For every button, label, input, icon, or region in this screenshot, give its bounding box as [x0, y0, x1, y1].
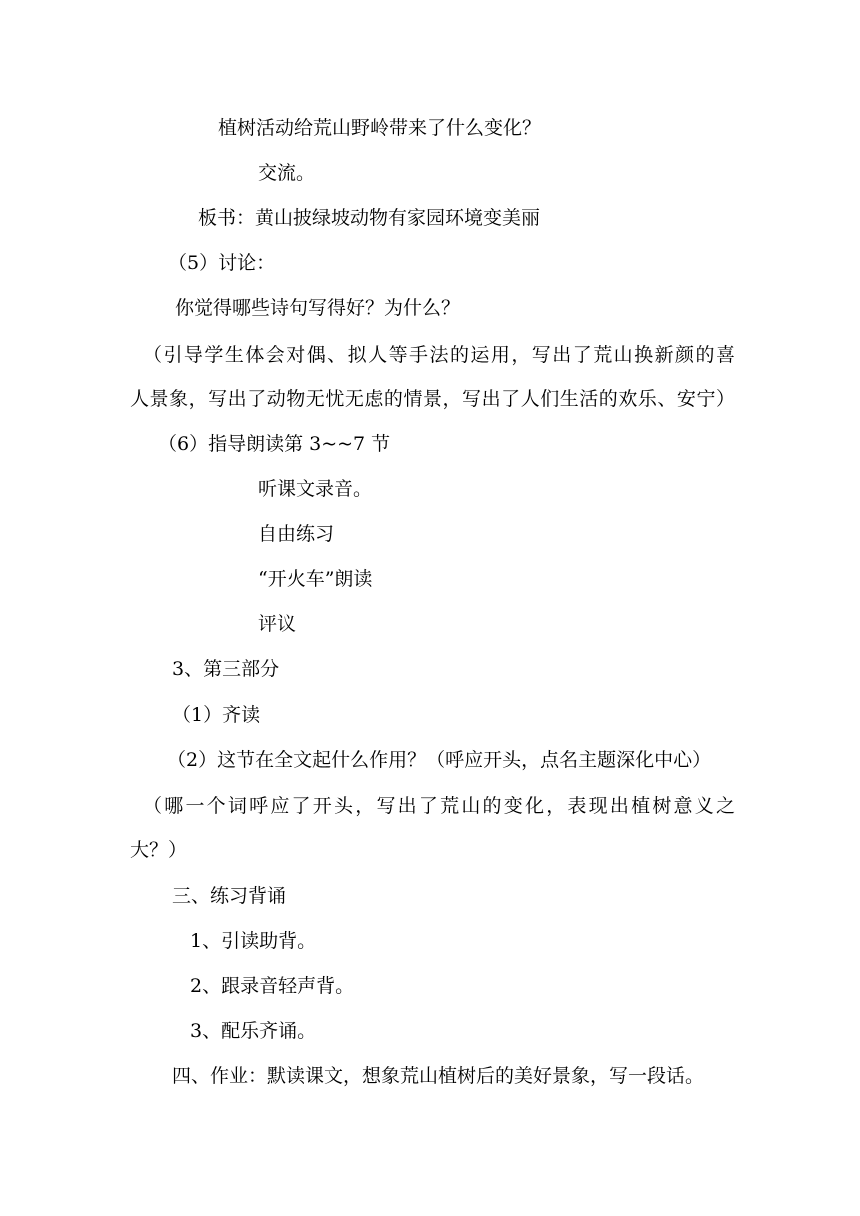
recitation-step-1: 1、引读助背。	[190, 930, 317, 952]
recitation-step-2: 2、跟录音轻声背。	[190, 975, 355, 997]
guidance-line-2: 人景象，写出了动物无忧无虑的情景，写出了人们生活的欢乐、安宁）	[130, 388, 735, 410]
train-reading-line: “开火车”朗读	[258, 568, 373, 590]
echo-question-line-1: （哪一个词呼应了开头，写出了荒山的变化，表现出植树意义之	[143, 795, 735, 817]
free-practice-line: 自由练习	[258, 523, 335, 545]
part-three-heading: 3、第三部分	[172, 658, 280, 680]
discussion-question: 你觉得哪些诗句写得好？为什么？	[175, 297, 461, 319]
question-line: 植树活动给荒山野岭带来了什么变化？	[218, 117, 542, 139]
homework-line: 四、作业：默读课文，想象荒山植树后的美好景象，写一段话。	[172, 1065, 705, 1087]
listen-recording-line: 听课文录音。	[258, 478, 373, 500]
exchange-line: 交流。	[258, 162, 316, 184]
recitation-heading: 三、练习背诵	[172, 885, 287, 907]
group-reading-line: （1）齐读	[172, 704, 261, 726]
guidance-line-1: （引导学生体会对偶、拟人等手法的运用，写出了荒山换新颜的喜	[143, 344, 735, 366]
echo-question-line-2: 大？）	[130, 839, 188, 861]
discussion-heading: （5）讨论：	[168, 252, 276, 274]
evaluation-line: 评议	[258, 613, 297, 635]
recitation-step-3: 3、配乐齐诵。	[190, 1020, 317, 1042]
reading-guidance-heading: （6）指导朗读第 3~~7 节	[158, 433, 391, 455]
board-writing-line: 板书：黄山披绿坡动物有家园环境变美丽	[198, 207, 541, 229]
section-role-line: （2）这节在全文起什么作用？（呼应开头，点名主题深化中心）	[167, 749, 712, 771]
